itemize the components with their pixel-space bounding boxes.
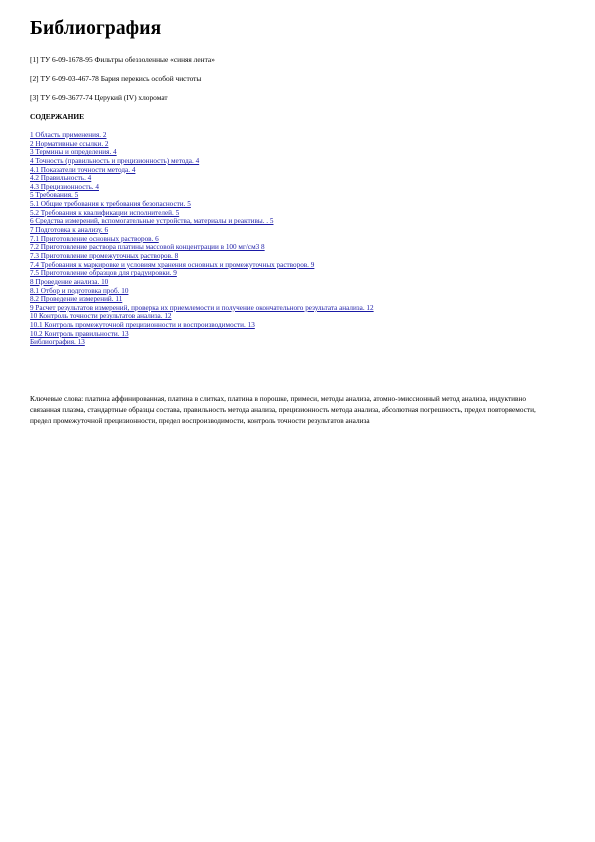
toc-link[interactable]: 7.1 Приготовление основных растворов. 6 [30, 234, 159, 243]
toc-link[interactable]: 4.1 Показатели точности метода. 4 [30, 165, 136, 174]
reference-item: [1] ТУ 6-09-1678-95 Фильтры обеззоленные «синяя лента» [30, 55, 215, 64]
toc-link[interactable]: 8.1 Отбор и подготовка проб. 10 [30, 286, 129, 295]
toc-link[interactable]: 4.3 Прецизионность. 4 [30, 182, 99, 191]
toc-link[interactable]: 10 Контроль точности результатов анализа. 12 [30, 312, 172, 321]
toc-link[interactable]: 7.3 Приготовление промежуточных растворов. 8 [30, 251, 179, 260]
toc-link[interactable]: 7 Подготовка к анализу. 6 [30, 226, 109, 235]
toc-link[interactable]: 4 Точность (правильность и прецизионность) метода. 4 [30, 156, 200, 165]
toc-link[interactable]: 4.2 Правильность. 4 [30, 174, 92, 183]
toc-link[interactable]: 5.2 Требования к квалификации исполнителей. 5 [30, 208, 180, 217]
reference-item: [2] ТУ 6-09-03-467-78 Бария перекись особой чистоты [30, 74, 202, 83]
table-of-contents [30, 131, 374, 347]
reference-item: [3] ТУ 6-09-3677-74 Церукий (IV) хлоромат [30, 93, 168, 102]
toc-link[interactable]: 5 Требования. 5 [30, 191, 79, 200]
toc-link[interactable]: 8 Проведение анализа. 10 [30, 277, 109, 286]
toc-link[interactable]: 1 Область применения. 2 [30, 131, 107, 139]
toc-heading: СОДЕРЖАНИЕ [30, 112, 85, 121]
keywords-paragraph: Ключевые слова: платина аффинированная, платина в слитках, платина в порошке, примеси, методы анализа, атомно-эмиссионный метод анализа, индуктивно связанная плазма, стандартные образцы состава, правильность метода анализа, прецизионность метода анализа, абсолютная погрешность, предел повторяемости, предел промежуточной прецизионности, предел воспроизводимости, контроль точности результатов анализа [30, 394, 536, 426]
toc-link[interactable]: 10.2 Контроль правильности. 13 [30, 329, 129, 338]
toc-link[interactable]: 7.5 Приготовление образцов для градуировки. 9 [30, 269, 177, 278]
page-title: Библиография [30, 18, 162, 39]
toc-link[interactable]: 7.4 Требования к маркировке и условиям хранения основных и промежуточных растворов. 9 [30, 260, 315, 269]
toc-link[interactable]: 7.2 Приготовление раствора платины массовой концентрации в 100 мг/см3 8 [30, 243, 265, 252]
toc-link[interactable]: 9 Расчет результатов измерений, проверка их приемлемости и получение окончательного результата анализа. 12 [30, 303, 374, 312]
toc-link[interactable]: 2 Нормативные ссылки. 2 [30, 139, 109, 148]
toc-link[interactable]: 8.2 Проведение измерений. 11 [30, 295, 123, 304]
toc-link[interactable]: 6 Средства измерений, вспомогательные устройства, материалы и реактивы. . 5 [30, 217, 274, 226]
toc-link[interactable]: Библиография. 13 [30, 338, 85, 347]
toc-link[interactable]: 10.1 Контроль промежуточной прецизионности и воспроизводимости. 13 [30, 321, 255, 330]
toc-link[interactable]: 5.1 Общие требования к требования безопасности. 5 [30, 200, 191, 209]
toc-link[interactable]: 3 Термины и определения. 4 [30, 148, 117, 157]
